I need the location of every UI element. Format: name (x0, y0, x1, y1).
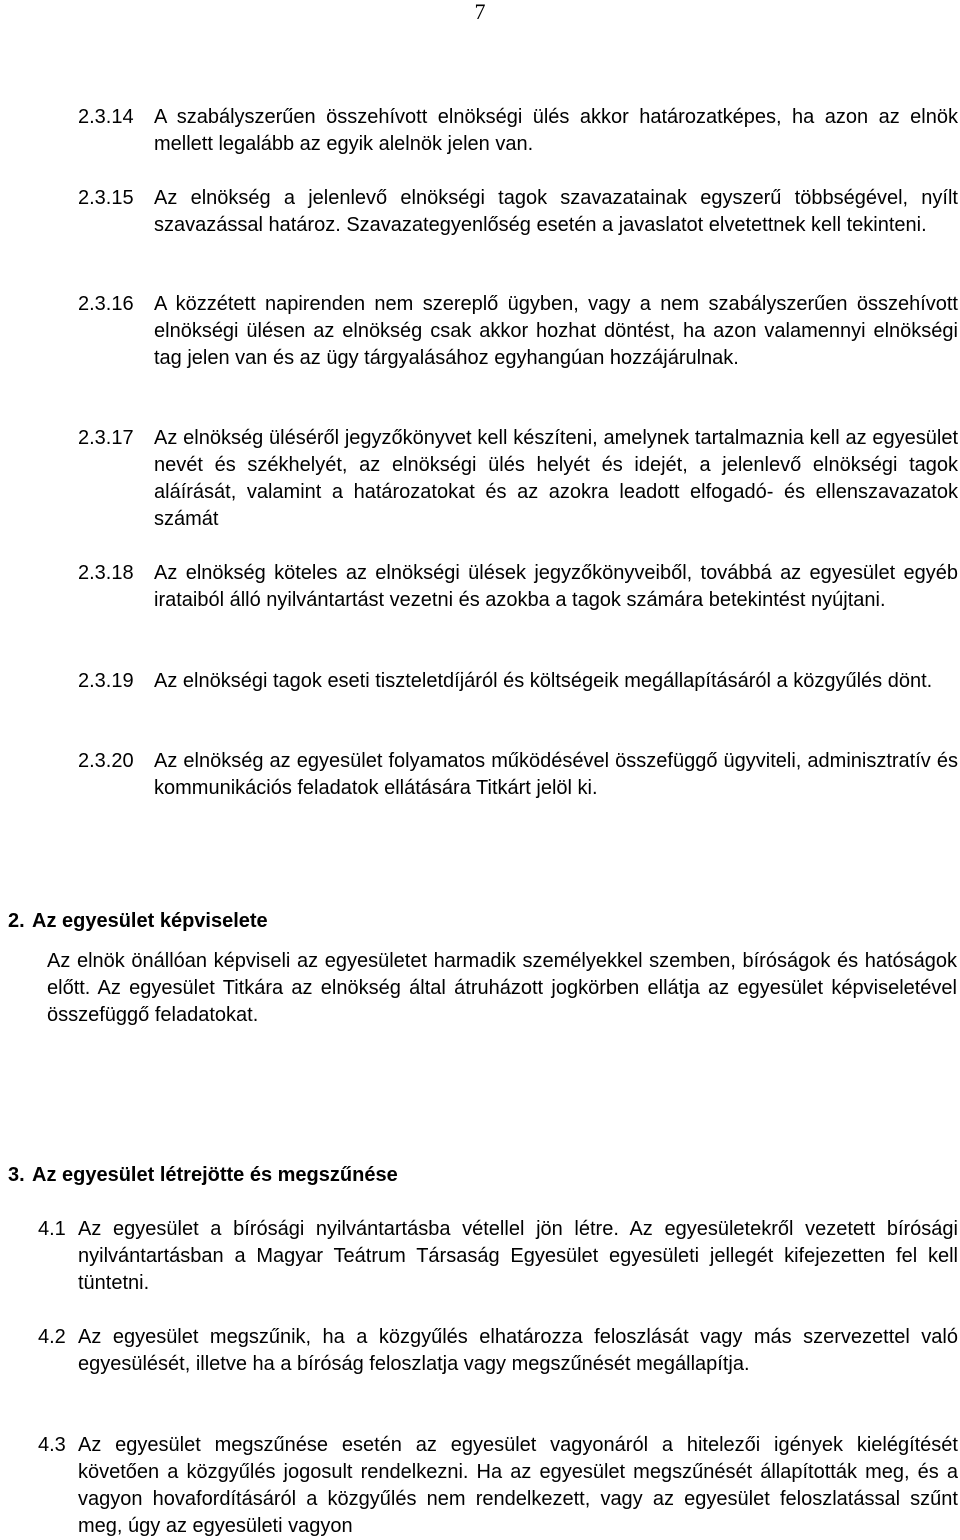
item-number: 2.3.14 (78, 106, 134, 128)
item-number: 2.3.18 (78, 562, 134, 584)
item-text: A közzétett napirenden nem szereplő ügyben, vagy a nem szabályszerűen összehívott elnökségi ülésen az elnökség csak akkor hozhat döntést, ha azon valamennyi elnökségi tag jelen van és az ügy tárgyalásához egyhangúan hozzájárulnak. (154, 293, 958, 369)
item-number: 2.3.15 (78, 187, 134, 209)
list-item (78, 668, 958, 695)
section-title: Az egyesület képviselete (32, 910, 268, 932)
item-text: Az egyesület a bírósági nyilvántartásba vétellel jön létre. Az egyesületekről vezetett bírósági nyilvántartásban a Magyar Teátrum Társaság Egyesület egyesületi jellegét kifejezetten fel kell tüntetni. (78, 1218, 958, 1294)
item-text: Az elnökség a jelenlevő elnökségi tagok szavazatainak egyszerű többségével, nyílt szavazással határoz. Szavazategyenlőség esetén a javaslatot elvetettnek kell tekinteni. (154, 187, 958, 236)
page-number: 7 (474, 0, 486, 24)
item-text: Az elnökség köteles az elnökségi ülések jegyzőkönyveiből, továbbá az egyesület egyéb irataiból álló nyilvántartást vezetni és azokba a tagok számára betekintést nyújtani. (154, 562, 958, 611)
item-text: Az elnökségi tagok eseti tiszteletdíjáról és költségeik megállapításáról a közgyűlés dönt. (154, 670, 933, 692)
item-number: 2.3.19 (78, 670, 134, 692)
list-item (78, 748, 958, 802)
item-number: 4.3 (38, 1434, 66, 1456)
item-text: A szabályszerűen összehívott elnökségi ülés akkor határozatképes, ha azon az elnök mellett legalább az egyik alelnök jelen van. (154, 106, 958, 155)
list-item (78, 291, 958, 372)
section-title: Az egyesület létrejötte és megszűnése (32, 1164, 398, 1186)
section-paragraph: Az elnök önállóan képviseli az egyesületet harmadik személyekkel szemben, bíróságok és hatóságok előtt. Az egyesület Titkára az elnökség által átruházott jogkörben ellátja az egyesület képviseletével összefüggő feladatokat. (47, 950, 957, 1026)
item-number: 2.3.16 (78, 293, 134, 315)
item-text: Az elnökség az egyesület folyamatos működésével összefüggő ügyviteli, adminisztratív és kommunikációs feladatok ellátására Titkárt jelöl ki. (154, 750, 958, 799)
section-number: 2. (8, 910, 25, 932)
item-number: 2.3.20 (78, 750, 134, 772)
item-text: Az elnökség üléséről jegyzőkönyvet kell készíteni, amelynek tartalmaznia kell az egyesület nevét és székhelyét, az elnökségi ülés helyét és idejét, a jelenlevő elnökségi tagok aláírását, valamint a határozatokat és az azokra leadott elfogadó- és ellenszavazatok számát (154, 427, 958, 530)
list-item (38, 1432, 958, 1540)
list-item (78, 560, 958, 614)
item-text: Az egyesület megszűnik, ha a közgyűlés elhatározza feloszlását vagy más szervezettel való egyesülését, illetve ha a bíróság feloszlatja vagy megszűnését megállapítja. (78, 1326, 958, 1375)
list-item (78, 185, 958, 239)
list-item (78, 425, 958, 533)
list-item (78, 104, 958, 158)
item-number: 4.2 (38, 1326, 66, 1348)
item-number: 4.1 (38, 1218, 66, 1240)
section-number: 3. (8, 1164, 25, 1186)
list-item (38, 1324, 958, 1378)
item-number: 2.3.17 (78, 427, 134, 449)
list-item (38, 1216, 958, 1297)
item-text: Az egyesület megszűnése esetén az egyesület vagyonáról a hitelezői igények kielégítését követően a közgyűlés jogosult rendelkezni. Ha az egyesület megszűnését állapították meg, és a vagyon hovafordításáról a közgyűlés nem rendelkezett, vagy az egyesület feloszlatással szűnt meg, úgy az egyesületi vagyon (78, 1434, 958, 1537)
